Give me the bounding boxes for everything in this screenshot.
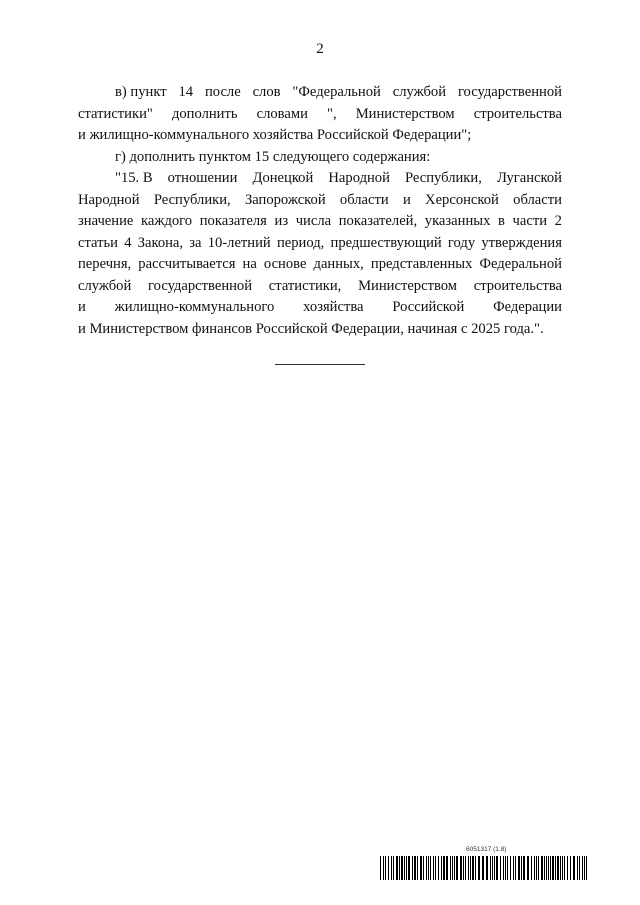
barcode-bar [380,856,381,880]
word: статистики, [268,277,342,294]
barcode-bar [399,856,400,880]
word: государственной [457,84,562,100]
word: "15. В [115,170,153,186]
barcode-bar [534,856,535,880]
barcode-bar [472,856,474,880]
text-line [78,276,562,298]
word: указанных [424,213,491,229]
word: хозяйства [303,299,364,315]
word: году [447,234,476,251]
barcode-bar [446,856,448,880]
barcode-bar [584,856,585,880]
barcode-bar [441,856,442,880]
word: Республики, [405,170,482,186]
word: Министерством [355,105,455,122]
word: словами [256,105,308,122]
line-text: и жилищно-коммунального хозяйства Российской Федерации"; [78,127,472,143]
word: на [242,256,257,272]
word: каждого [141,213,193,229]
barcode [380,856,590,880]
word: Федеральной [479,256,562,272]
barcode-bar [428,856,429,880]
word: в) пункт [115,84,167,100]
text-line [78,82,562,104]
barcode-bar [510,856,511,880]
barcode-bar [475,856,476,880]
barcode-bar [393,856,394,880]
barcode-bar [406,856,407,880]
barcode-bar [567,856,568,880]
text-line [78,233,562,255]
barcode-bar [414,856,416,880]
barcode-bar [426,856,427,880]
barcode-icon [380,856,590,880]
barcode-bar [548,856,549,880]
page-number: 2 [316,41,324,57]
barcode-bar [433,856,434,880]
barcode-bar [443,856,445,880]
word: Народной [328,170,390,186]
barcode-bar [452,856,453,880]
barcode-bar [552,856,554,880]
barcode-bar [404,856,405,880]
barcode-bar [582,856,583,880]
barcode-bar [460,856,462,880]
barcode-bar [570,856,571,880]
barcode-bar [523,856,525,880]
barcode-bar [492,856,493,880]
text-line [78,168,562,190]
barcode-bar [515,856,516,880]
word: Закона, [137,234,184,251]
barcode-bar [463,856,464,880]
barcode-bar [408,856,410,880]
barcode-bar [518,856,520,880]
line-text: и Министерством финансов Российской Федерации, начиная с 2025 года.". [78,320,544,337]
word: после [204,84,241,100]
word: и [78,299,86,315]
word: и [402,191,411,208]
line-text: г) дополнить пунктом 15 следующего содержания: [115,148,431,165]
word: показателя [199,213,267,229]
barcode-bar [468,856,469,880]
barcode-bar [383,856,384,880]
barcode-bar [396,856,398,880]
word: отношении [167,170,238,186]
barcode-bar [401,856,403,880]
word: предшествующий [330,234,442,251]
barcode-bar [560,856,561,880]
word: жилищно-коммунального [114,299,275,315]
barcode-bar [521,856,522,880]
word: показателей, [338,213,418,229]
barcode-bar [573,856,575,880]
word: государственной [148,277,253,294]
barcode-bar [391,856,392,880]
word: дополнить [171,105,238,122]
end-rule [275,364,365,365]
word: службой [78,277,132,294]
text-line [78,125,562,147]
barcode-bar [546,856,547,880]
barcode-bar [527,856,529,880]
word: Республики, [153,191,231,208]
barcode-bar [564,856,565,880]
text-line [78,147,562,169]
text-line [78,211,562,233]
barcode-bar [435,856,436,880]
text-line [78,190,562,212]
word: службой [392,84,447,100]
barcode-bar [577,856,578,880]
barcode-bar [450,856,451,880]
barcode-bar [456,856,458,880]
word: "Федеральной [292,84,381,100]
word: данных, [313,256,364,272]
barcode-bar [423,856,424,880]
word: Луганской [496,170,562,186]
barcode-bar [513,856,514,880]
word: 10-летний [207,234,271,251]
barcode-bar [503,856,504,880]
word: статьи [78,234,118,251]
barcode-bar [586,856,587,880]
word: Российской [392,299,465,315]
word: рассчитывается [138,256,236,272]
word: основе [263,256,307,272]
barcode-bar [388,856,389,880]
barcode-bar [562,856,563,880]
barcode-bar [385,856,386,880]
text-line [78,104,562,126]
word: статистики" [78,105,153,122]
word: слов [252,84,281,100]
barcode-bar [536,856,537,880]
word: за [189,234,202,251]
barcode-bar [420,856,422,880]
barcode-bar [505,856,506,880]
word: Народной [78,191,140,208]
word: 2 [554,213,562,229]
word: в [498,213,505,229]
barcode-bar [544,856,545,880]
word: Херсонской [425,191,499,208]
barcode-bar [486,856,488,880]
barcode-bar [555,856,556,880]
word: Запорожской [244,191,326,208]
barcode-bar [465,856,466,880]
barcode-bar [507,856,508,880]
barcode-bar [482,856,484,880]
barcode-label: 6051317 (1.8) [466,846,507,853]
barcode-bar [438,856,439,880]
barcode-bar [500,856,501,880]
word: Федерации [493,299,562,315]
word: утверждения [481,234,562,251]
text-line [78,254,562,276]
word: 4 [124,234,132,251]
barcode-bar [470,856,471,880]
text-line [78,319,562,341]
barcode-bar [478,856,480,880]
word: Донецкой [252,170,314,186]
barcode-bar [490,856,491,880]
barcode-bar [538,856,539,880]
word: представленных [370,256,473,272]
word: части [512,213,548,229]
word: строительства [473,277,562,294]
word: области [339,191,389,208]
word: значение [78,213,134,229]
word: перечня, [78,256,132,272]
barcode-bar [496,856,498,880]
word: области [513,191,562,208]
word: 14 [178,84,194,100]
word: ", [326,105,337,122]
barcode-bar [541,856,543,880]
barcode-bar [412,856,413,880]
barcode-bar [454,856,455,880]
barcode-bar [531,856,532,880]
barcode-bar [557,856,559,880]
word: период, [276,234,325,251]
barcode-bar [579,856,580,880]
barcode-bar [550,856,551,880]
word: Министерством [358,277,457,294]
word: числа [295,213,332,229]
text-line [78,297,562,319]
document-body [78,82,562,340]
barcode-bar [430,856,431,880]
barcode-bar [494,856,495,880]
word: из [274,213,289,229]
word: строительства [473,105,562,122]
barcode-bar [417,856,418,880]
